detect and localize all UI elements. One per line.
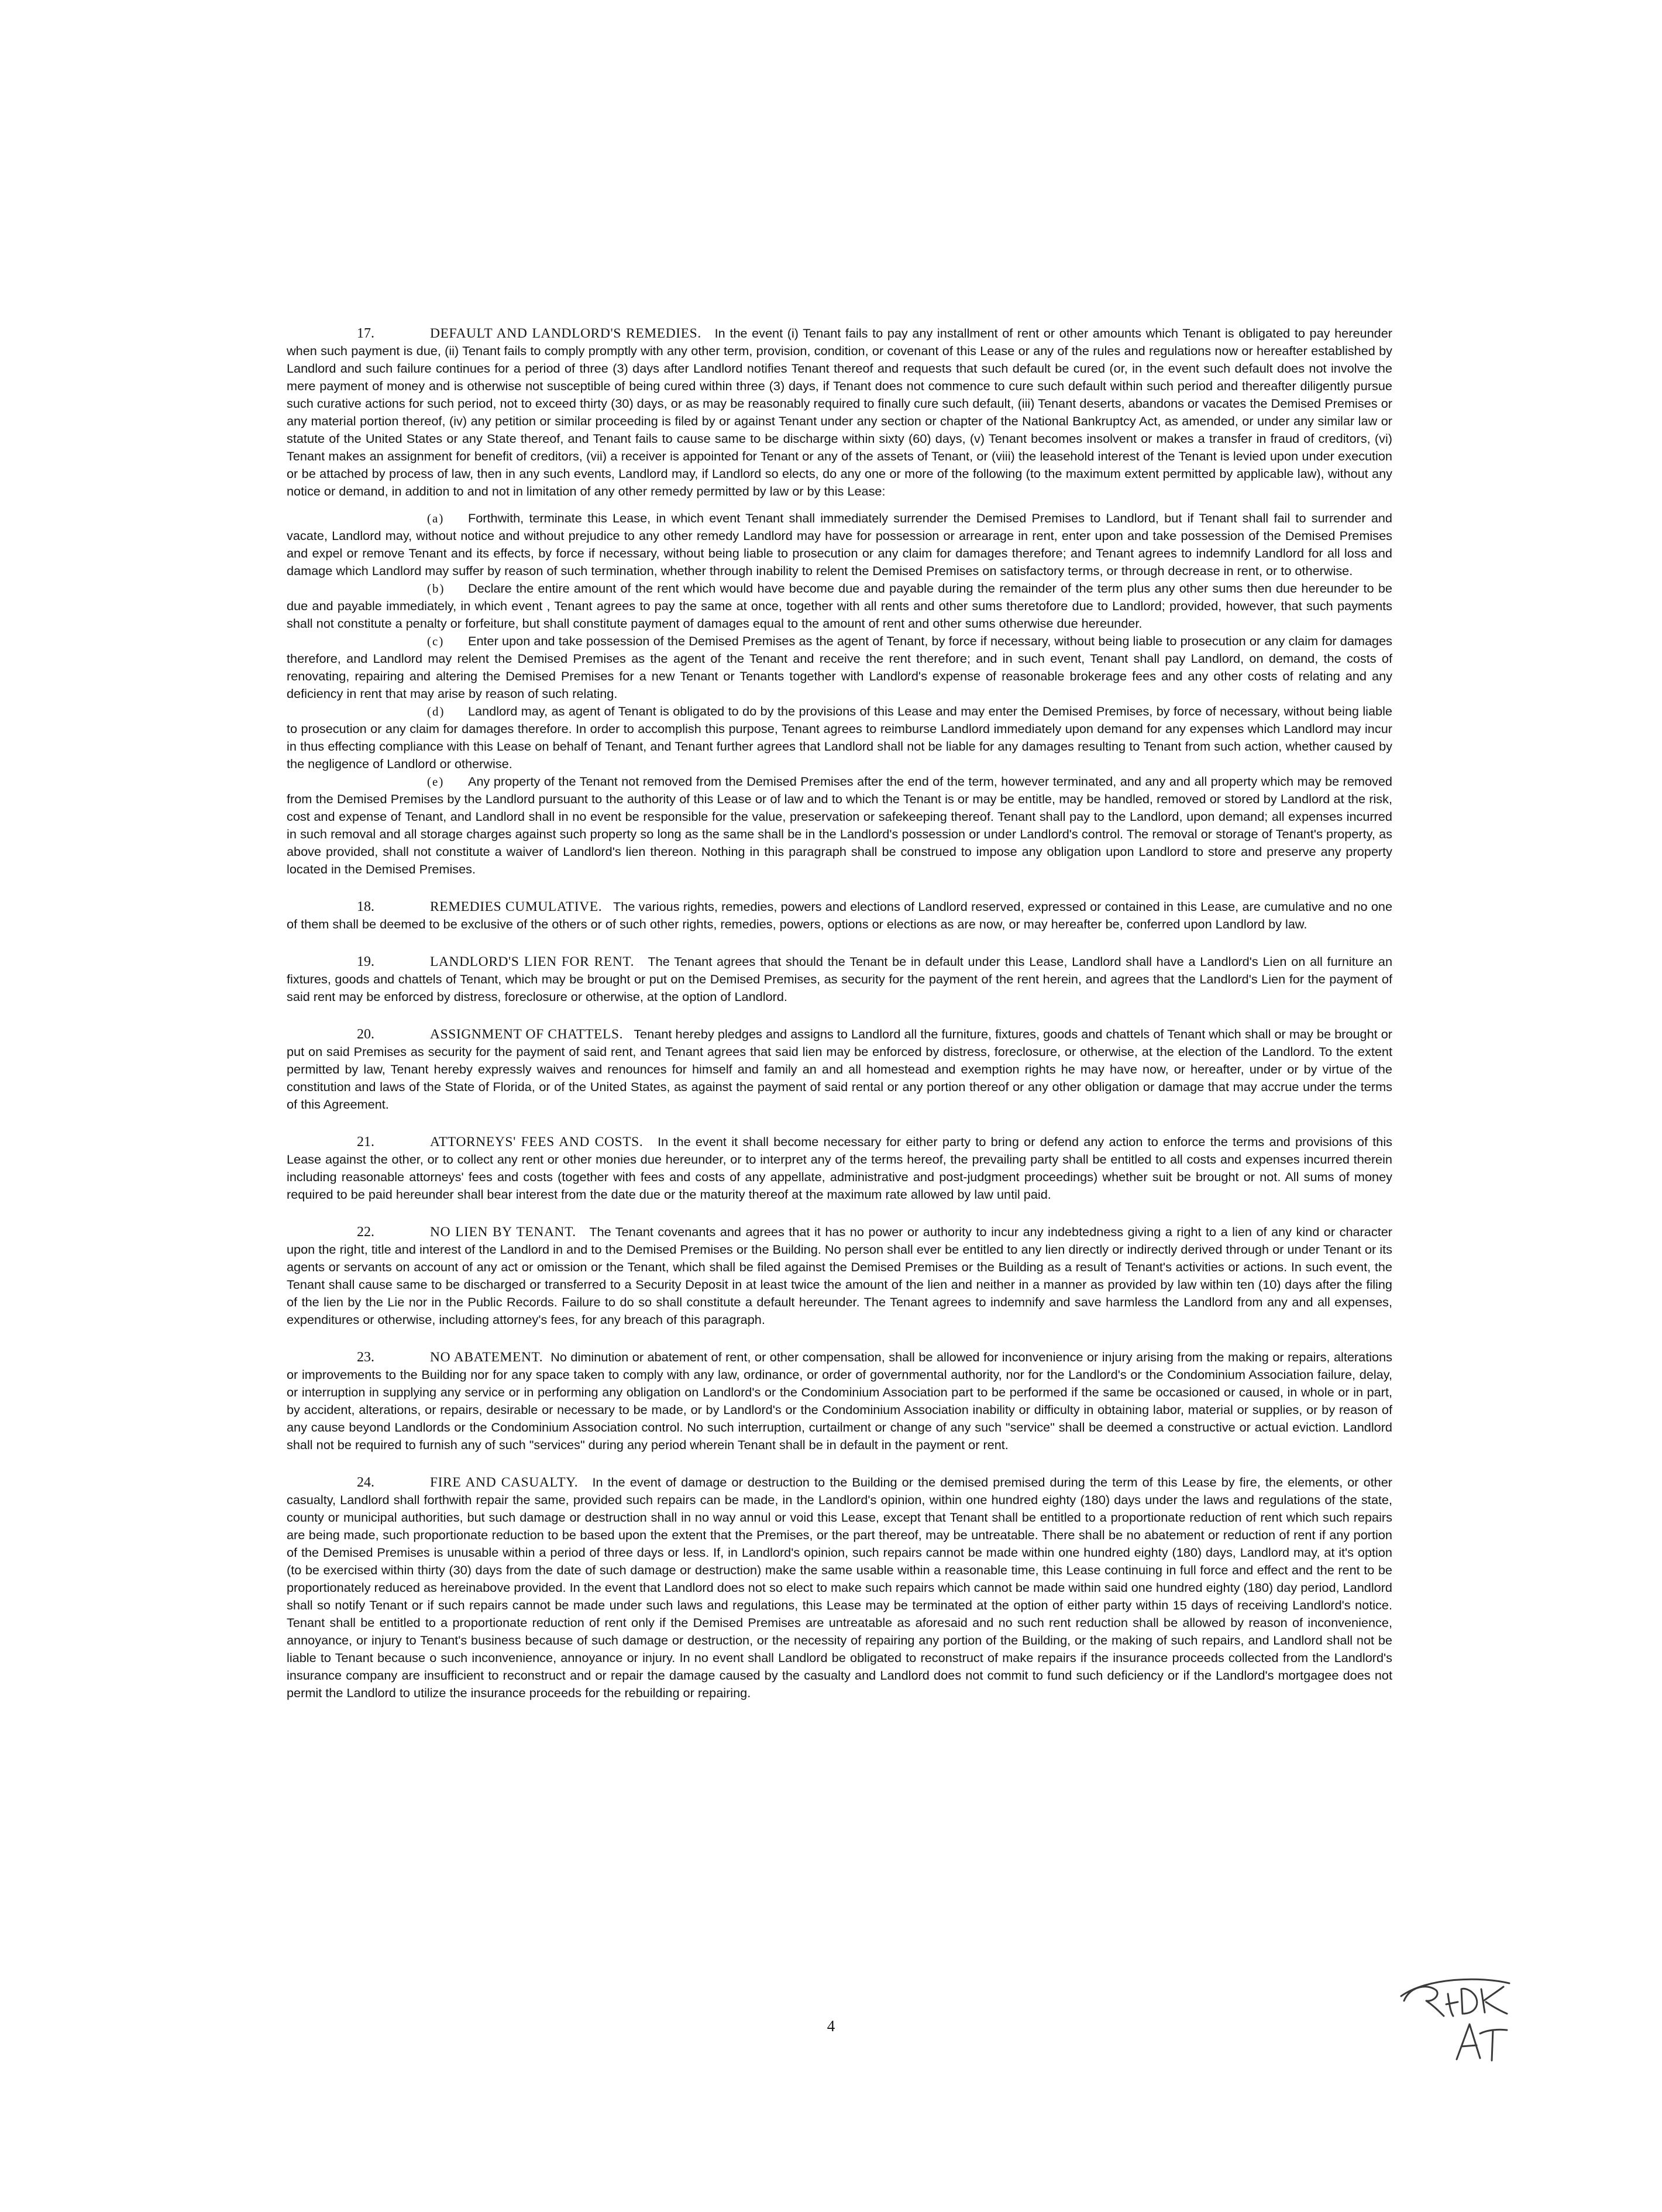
section-number: 17.	[357, 326, 374, 341]
subsection-text: Enter upon and take possession of the Demised Premises as the agent of Tenant, by force if necessary, without being liable to prosecution or any claim for damages therefore, and Landlord may relent the Demised Premises as the agent of the Tenant and receive the rent therefore; and in such event, Tenant shall pay Landlord, on demand, the costs of renovating, repairing and altering the Demised Premises for a new Tenant or Tenants together with Landlord's expense of reasonable brokerage fees and any other costs of relating and any deficiency in rent that may arise by reason of such relating.	[287, 634, 1392, 701]
section-21	[287, 1133, 1392, 1203]
subsection-label: (b)	[427, 582, 445, 596]
section-text: The Tenant agrees that should the Tenant be in default under this Lease, Landlord shall have a Landlord's Lien on all furniture an fixtures, goods and chattels of Tenant, which may be brought or put on the Demised Premises, as security for the payment of the rent herein, and agrees that the Landlord's Lien for the payment of said rent may be enforced by distress, foreclosure or otherwise, at the option of Landlord.	[287, 954, 1393, 1004]
section-20	[287, 1026, 1392, 1113]
subsection-a	[287, 510, 1392, 580]
section-heading: DEFAULT AND LANDLORD'S REMEDIES.	[430, 326, 701, 341]
page-number: 4	[827, 2017, 835, 2035]
section-number: 18.	[357, 899, 374, 914]
section-text: In the event (i) Tenant fails to pay any installment of rent or other amounts which Tenant is obligated to pay hereunder when such payment is due, (ii) Tenant fails to comply promptly with any other term, provision, condition, or covenant of this Lease or any of the rules and regulations now or hereafter established by Landlord and such failure continues for a period of three (3) days after Landlord notifies Tenant thereof and requests that such default be cured (or, in the event such default does not involve the mere payment of money and is otherwise not susceptible of being cured within three (3) days, if Tenant does not commence to cure such default within such period and thereafter diligently pursue such curative actions for such period, not to exceed thirty (30) days, or as may be reasonably required to finally cure such default, (iii) Tenant deserts, abandons or vacates the Demised Premises or any material portion thereof, (iv) any petition or similar proceeding is filed by or against Tenant under any section or chapter of the National Bankruptcy Act, as amended, or under any similar law or statute of the United States or any State thereof, and Tenant fails to cause same to be discharge within sixty (60) days, (v) Tenant becomes insolvent or makes a transfer in fraud of creditors, (vi) Tenant makes an assignment for benefit of creditors, (vii) a receiver is appointed for Tenant or any of the assets of Tenant, or (viii) the leasehold interest of the Tenant is levied upon under execution or be attached by process of law, then in any such events, Landlord may, if Landlord so elects, do any one or more of the following (to the maximum extent permitted by applicable law), without any notice or demand, in addition to and not in limitation of any other remedy permitted by law or by this Lease:	[287, 326, 1392, 498]
section-24	[287, 1474, 1392, 1702]
subsection-e	[287, 773, 1392, 878]
subsection-label: (a)	[427, 511, 445, 525]
section-number: 21.	[357, 1134, 374, 1150]
section-23	[287, 1348, 1392, 1454]
section-19	[287, 953, 1392, 1006]
section-number: 22.	[357, 1224, 374, 1240]
section-number: 23.	[357, 1350, 374, 1365]
section-heading: LANDLORD'S LIEN FOR RENT.	[430, 954, 635, 969]
subsection-b	[287, 580, 1392, 632]
subsection-text: Forthwith, terminate this Lease, in which event Tenant shall immediately surrender the Demised Premises to Landlord, but if Tenant shall fail to surrender and vacate, Landlord may, without notice and without prejudice to any other remedy Landlord may have for possession or arrearage in rent, enter upon and take possession of the Demised Premises and expel or remove Tenant and its effects, by force if necessary, without being liable to prosecution or any claim for damages therefore; and Tenant agrees to indemnify Landlord for all loss and damage which Landlord may suffer by reason of such termination, whether through inability to relent the Demised Premises on satisfactory terms, or through decrease in rent, or to otherwise.	[287, 511, 1392, 578]
subsection-d	[287, 703, 1392, 773]
section-number: 19.	[357, 954, 374, 969]
subsection-c	[287, 632, 1392, 703]
subsection-text: Any property of the Tenant not removed from the Demised Premises after the end of the term, however terminated, and any and all property which may be removed from the Demised Premises by the Landlord pursuant to the authority of this Lease or of law and to which the Tenant is or may be entitle, may be handled, removed or stored by Landlord at the risk, cost and expense of Tenant, and Landlord shall in no event be responsible for the value, preservation or safekeeping thereof. Tenant shall pay to the Landlord, upon demand; all expenses incurred in such removal and all storage charges against such property so long as the same shall be in the Landlord's possession or under Landlord's control. The removal or storage of Tenant's property, as above provided, shall not constitute a waiver of Landlord's lien thereon. Nothing in this paragraph shall be construed to impose any obligation upon Landlord to store and preserve any property located in the Demised Premises.	[287, 774, 1392, 876]
section-text: Tenant hereby pledges and assigns to Landlord all the furniture, fixtures, goods and chattels of Tenant which shall or may be brought or put on said Premises as security for the payment of said rent, and Tenant agrees that said lien may be enforced by distress, foreclosure, or otherwise, at the election of the Landlord. To the extent permitted by law, Tenant hereby expressly waives and renounces for himself and family an and all homestead and exemption rights he may have now, or hereafter, under or by virtue of the constitution and laws of the State of Florida, or of the United States, as against the payment of said rental or any portion thereof or any other obligation or damage that may accrue under the terms of this Agreement.	[287, 1027, 1393, 1112]
section-heading: ASSIGNMENT OF CHATTELS.	[430, 1027, 624, 1042]
section-heading: REMEDIES CUMULATIVE.	[430, 899, 603, 914]
section-text: In the event it shall become necessary for either party to bring or defend any action to enforce the terms and provisions of this Lease against the other, or to collect any rent or other monies due hereunder, or to interpret any of the terms hereof, the prevailing party shall be entitled to all costs and expenses incurred therein including reasonable attorneys' fees and costs (together with fees and costs of any appellate, administrative and post-judgment proceedings) whether suit be brought or not. All sums of money required to be paid hereunder shall bear interest from the date due or the maturity thereof at the maximum rate allowed by law until paid.	[287, 1134, 1392, 1202]
section-17	[287, 325, 1392, 878]
section-number: 20.	[357, 1027, 374, 1042]
initials-signature-icon	[1392, 1960, 1515, 2068]
section-heading: FIRE AND CASUALTY.	[430, 1475, 579, 1490]
section-text: The Tenant covenants and agrees that it has no power or authority to incur any indebtedness giving a right to a lien of any kind or character upon the right, title and interest of the Landlord in and to the Demised Premises or the Building. No person shall ever be entitled to any lien directly or indirectly derived through or under Tenant or its agents or servants on account of any act or omission or the Tenant, which shall be filed against the Demised Premises or the Building as a result of Tenant's activities or actions. In such event, the Tenant shall cause same to be discharged or transferred to a Security Deposit in at least twice the amount of the lien and neither in a manner as provided by law within ten (10) days after the filing of the lien by the Lie nor in the Public Records. Failure to do so shall constitute a default hereunder. The Tenant agrees to indemnify and save harmless the Landlord from any and all expenses, expenditures or otherwise, including attorney's fees, for any breach of this paragraph.	[287, 1224, 1392, 1327]
subsection-text: Landlord may, as agent of Tenant is obligated to do by the provisions of this Lease and may enter the Demised Premises, by force of necessary, without being liable to prosecution or any claim for damages therefore. In order to accomplish this purpose, Tenant agrees to reimburse Landlord immediately upon demand for any expenses which Landlord may incur in thus effecting compliance with this Lease on behalf of Tenant, and Tenant further agrees that Landlord shall not be liable for any damages resulting to Tenant from such action, whether caused by the negligence of Landlord or otherwise.	[287, 704, 1392, 771]
section-number: 24.	[357, 1475, 374, 1490]
subsection-list	[287, 510, 1392, 878]
subsection-label: (d)	[427, 704, 445, 718]
section-text: The various rights, remedies, powers and elections of Landlord reserved, expressed or contained in this Lease, are cumulative and no one of them shall be deemed to be exclusive of the others or of such other rights, remedies, powers, options or elections as are now, or may hereafter be, conferred upon Landlord by law.	[287, 899, 1393, 931]
subsection-label: (e)	[427, 775, 445, 789]
lease-body	[287, 325, 1392, 1722]
section-text: In the event of damage or destruction to the Building or the demised premised during the term of this Lease by fire, the elements, or other casualty, Landlord shall forthwith repair the same, provided such repairs can be made, in the Landlord's opinion, within one hundred eighty (180) days under the laws and regulations of the state, county or municipal authorities, but such damage or destruction shall in no way annul or void this Lease, except that Tenant shall be entitled to a proportionate reduction of rent which such repairs are being made, such proportionate reduction to be based upon the extent that the Premises, or the part thereof, may be untreatable. There shall be no abatement or reduction of rent if any portion of the Demised Premises is unusable within a period of three days or less. If, in Landlord's opinion, such repairs cannot be made within one hundred eighty (180) days, Landlord may, at it's option (to be exercised within thirty (30) days from the date of such damage or destruction) make the same usable within a reasonable time, this Lease continuing in full force and effect and the rent to be proportionately reduced as hereinabove provided. In the event that Landlord does not so elect to make such repairs which cannot be made within said one hundred eighty (180) day period, Landlord shall so notify Tenant or if such repairs cannot be made under such laws and regulations, this Lease may be terminated at the option of either party within 15 days of receiving Landlord's notice. Tenant shall be entitled to a proportionate reduction of rent only if the Demised Premises are untreatable as aforesaid and no such rent reduction shall be allowed by reason of inconvenience, annoyance, or injury to Tenant's business because of such damage or destruction, or the necessity of repairing any portion of the Building, or the making of such repairs, and Landlord shall not be liable to Tenant because o such inconvenience, annoyance or injury. In no event shall Landlord be obligated to reconstruct of make repairs if the insurance proceeds collected from the Landlord's insurance company are insufficient to reconstruct and or repair the damage caused by the casualty and Landlord does not commit to fund such deficiency or if the Landlord's mortgagee does not permit the Landlord to utilize the insurance proceeds for the rebuilding or repairing.	[287, 1475, 1393, 1700]
section-22	[287, 1223, 1392, 1329]
section-18	[287, 898, 1392, 933]
subsection-text: Declare the entire amount of the rent which would have become due and payable during the remainder of the term plus any other sums then due hereunder to be due and payable immediately, in which event , Tenant agrees to pay the same at once, together with all rents and other sums theretofore due to Landlord; provided, however, that such payments shall not constitute a penalty or forfeiture, but shall constitute payment of damages equal to the amount of rent and other sums otherwise due hereunder.	[287, 581, 1392, 631]
section-text: No diminution or abatement of rent, or other compensation, shall be allowed for inconvenience or injury arising from the making or repairs, alterations or improvements to the Building nor for any space taken to comply with any law, ordinance, or order of governmental authority, nor for the Landlord's or the Condominium Association failure, delay, or interruption in supplying any service or in performing any obligation on Landlord's or the Condominium Association part to be performed if the same be occasioned or caused, in whole or in part, by accident, alterations, or repairs, desirable or necessary to be made, or by Landlord's or the Condominium Association inability or difficulty in obtaining labor, material or supplies, or by reason of any cause beyond Landlords or the Condominium Association control. No such interruption, curtailment or change of any such "service" shall be deemed a constructive or actual eviction. Landlord shall not be required to furnish any of such "services" during any period wherein Tenant shall be in default in the payment or rent.	[287, 1350, 1392, 1452]
section-heading: NO ABATEMENT.	[430, 1350, 543, 1365]
section-heading: NO LIEN BY TENANT.	[430, 1224, 576, 1240]
section-heading: ATTORNEYS' FEES AND COSTS.	[430, 1134, 644, 1150]
handwritten-initials	[1392, 1960, 1515, 2068]
subsection-label: (c)	[427, 634, 445, 648]
